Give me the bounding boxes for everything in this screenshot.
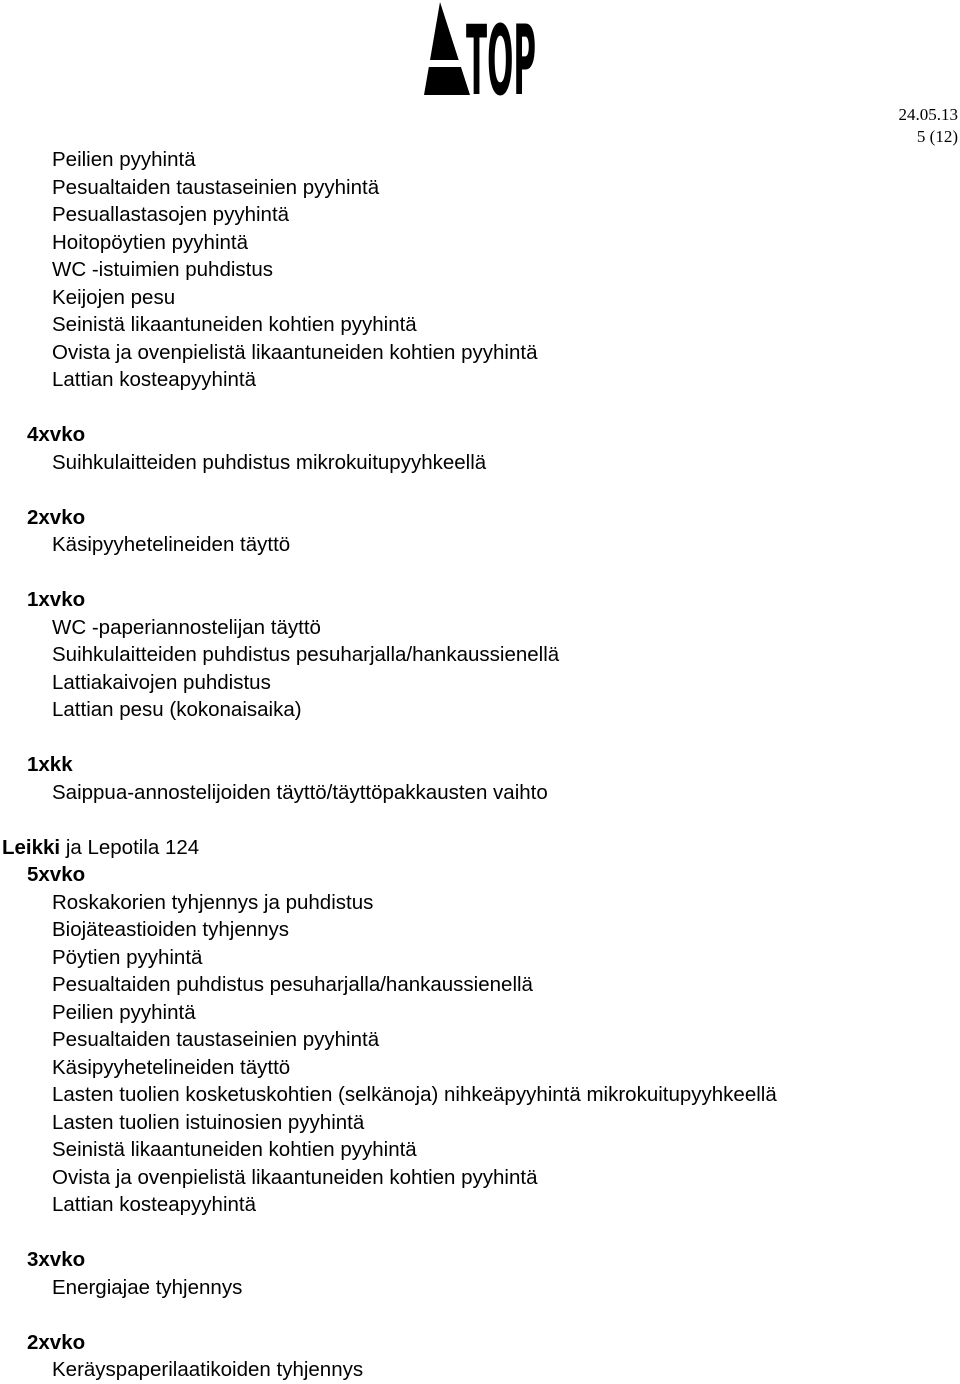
- room-block: [0, 834, 960, 1384]
- task-item: Peilien pyyhintä: [52, 148, 196, 171]
- document-date: 24.05.13: [898, 105, 958, 124]
- task-item: Hoitopöytien pyyhintä: [52, 230, 249, 254]
- frequency-heading: 3xvko: [27, 1248, 86, 1271]
- task-item: Energiajae tyhjennys: [52, 1275, 243, 1299]
- frequency-heading: 5xvko: [27, 863, 86, 886]
- task-item: Suihkulaitteiden puhdistus mikrokuitupyyhkeellä: [52, 450, 487, 474]
- frequency-section: [0, 421, 960, 476]
- task-item: Peilien pyyhintä: [52, 1000, 196, 1024]
- task-item: Ovista ja ovenpielistä likaantuneiden kohtien pyyhintä: [52, 1165, 538, 1189]
- company-logo: [420, 0, 545, 117]
- continued-task-list: [0, 146, 960, 394]
- frequency-heading: 4xvko: [27, 423, 86, 446]
- page-number: 5 (12): [916, 127, 958, 146]
- document-body: [0, 146, 960, 1384]
- task-item: Pesualtaiden taustaseinien pyyhintä: [52, 175, 380, 199]
- logo-letters: TOP: [466, 5, 536, 117]
- task-item: Lattian kosteapyyhintä: [52, 368, 256, 391]
- frequency-heading: 1xvko: [27, 588, 86, 611]
- frequency-heading: 2xvko: [27, 1330, 86, 1354]
- task-item: Lattiakaivojen puhdistus: [52, 670, 271, 694]
- task-item: Suihkulaitteiden puhdistus pesuharjalla/hankaussienellä: [52, 643, 560, 666]
- frequency-section: [0, 586, 960, 724]
- task-item: Pesualtaiden puhdistus pesuharjalla/hankaussienellä: [52, 973, 533, 996]
- frequency-section: [0, 1329, 960, 1384]
- room-name-bold: Leikki: [2, 835, 61, 859]
- room-heading: [0, 834, 960, 862]
- task-item: Biojäteastioiden tyhjennys: [52, 918, 290, 941]
- frequency-section: [0, 751, 960, 806]
- room-name-rest: ja Lepotila 124: [65, 835, 200, 859]
- task-item: Saippua-annostelijoiden täyttö/täyttöpakkausten vaihto: [52, 780, 548, 804]
- task-item: Pöytien pyyhintä: [52, 945, 203, 969]
- frequency-section: [0, 504, 960, 559]
- logo-triangle-mark: [424, 2, 470, 95]
- task-item: Pesuallastasojen pyyhintä: [52, 203, 290, 226]
- task-item: Pesualtaiden taustaseinien pyyhintä: [52, 1028, 380, 1051]
- task-item: Keijojen pesu: [52, 285, 176, 309]
- frequency-heading: 1xkk: [27, 753, 73, 776]
- task-item: WC -istuimien puhdistus: [52, 258, 274, 281]
- task-item: Seinistä likaantuneiden kohtien pyyhintä: [52, 1138, 417, 1161]
- task-item: Käsipyyhetelineiden täyttö: [52, 1055, 291, 1079]
- task-item: Keräyspaperilaatikoiden tyhjennys: [52, 1358, 364, 1381]
- frequency-section: [0, 861, 960, 1219]
- task-item: Lattian kosteapyyhintä: [52, 1193, 256, 1216]
- task-item: WC -paperiannostelijan täyttö: [52, 615, 321, 639]
- frequency-section: [0, 1246, 960, 1301]
- task-item: Lasten tuolien kosketuskohtien (selkänoja) nihkeäpyyhintä mikrokuitupyyhkeellä: [52, 1083, 777, 1106]
- frequency-heading: 2xvko: [27, 505, 86, 529]
- task-item: Lasten tuolien istuinosien pyyhintä: [52, 1110, 365, 1134]
- task-item: Roskakorien tyhjennys ja puhdistus: [52, 890, 374, 914]
- task-item: Käsipyyhetelineiden täyttö: [52, 533, 291, 556]
- task-item: Lattian pesu (kokonaisaika): [52, 698, 302, 721]
- task-item: Seinistä likaantuneiden kohtien pyyhintä: [52, 313, 417, 336]
- task-item: Ovista ja ovenpielistä likaantuneiden kohtien pyyhintä: [52, 340, 538, 364]
